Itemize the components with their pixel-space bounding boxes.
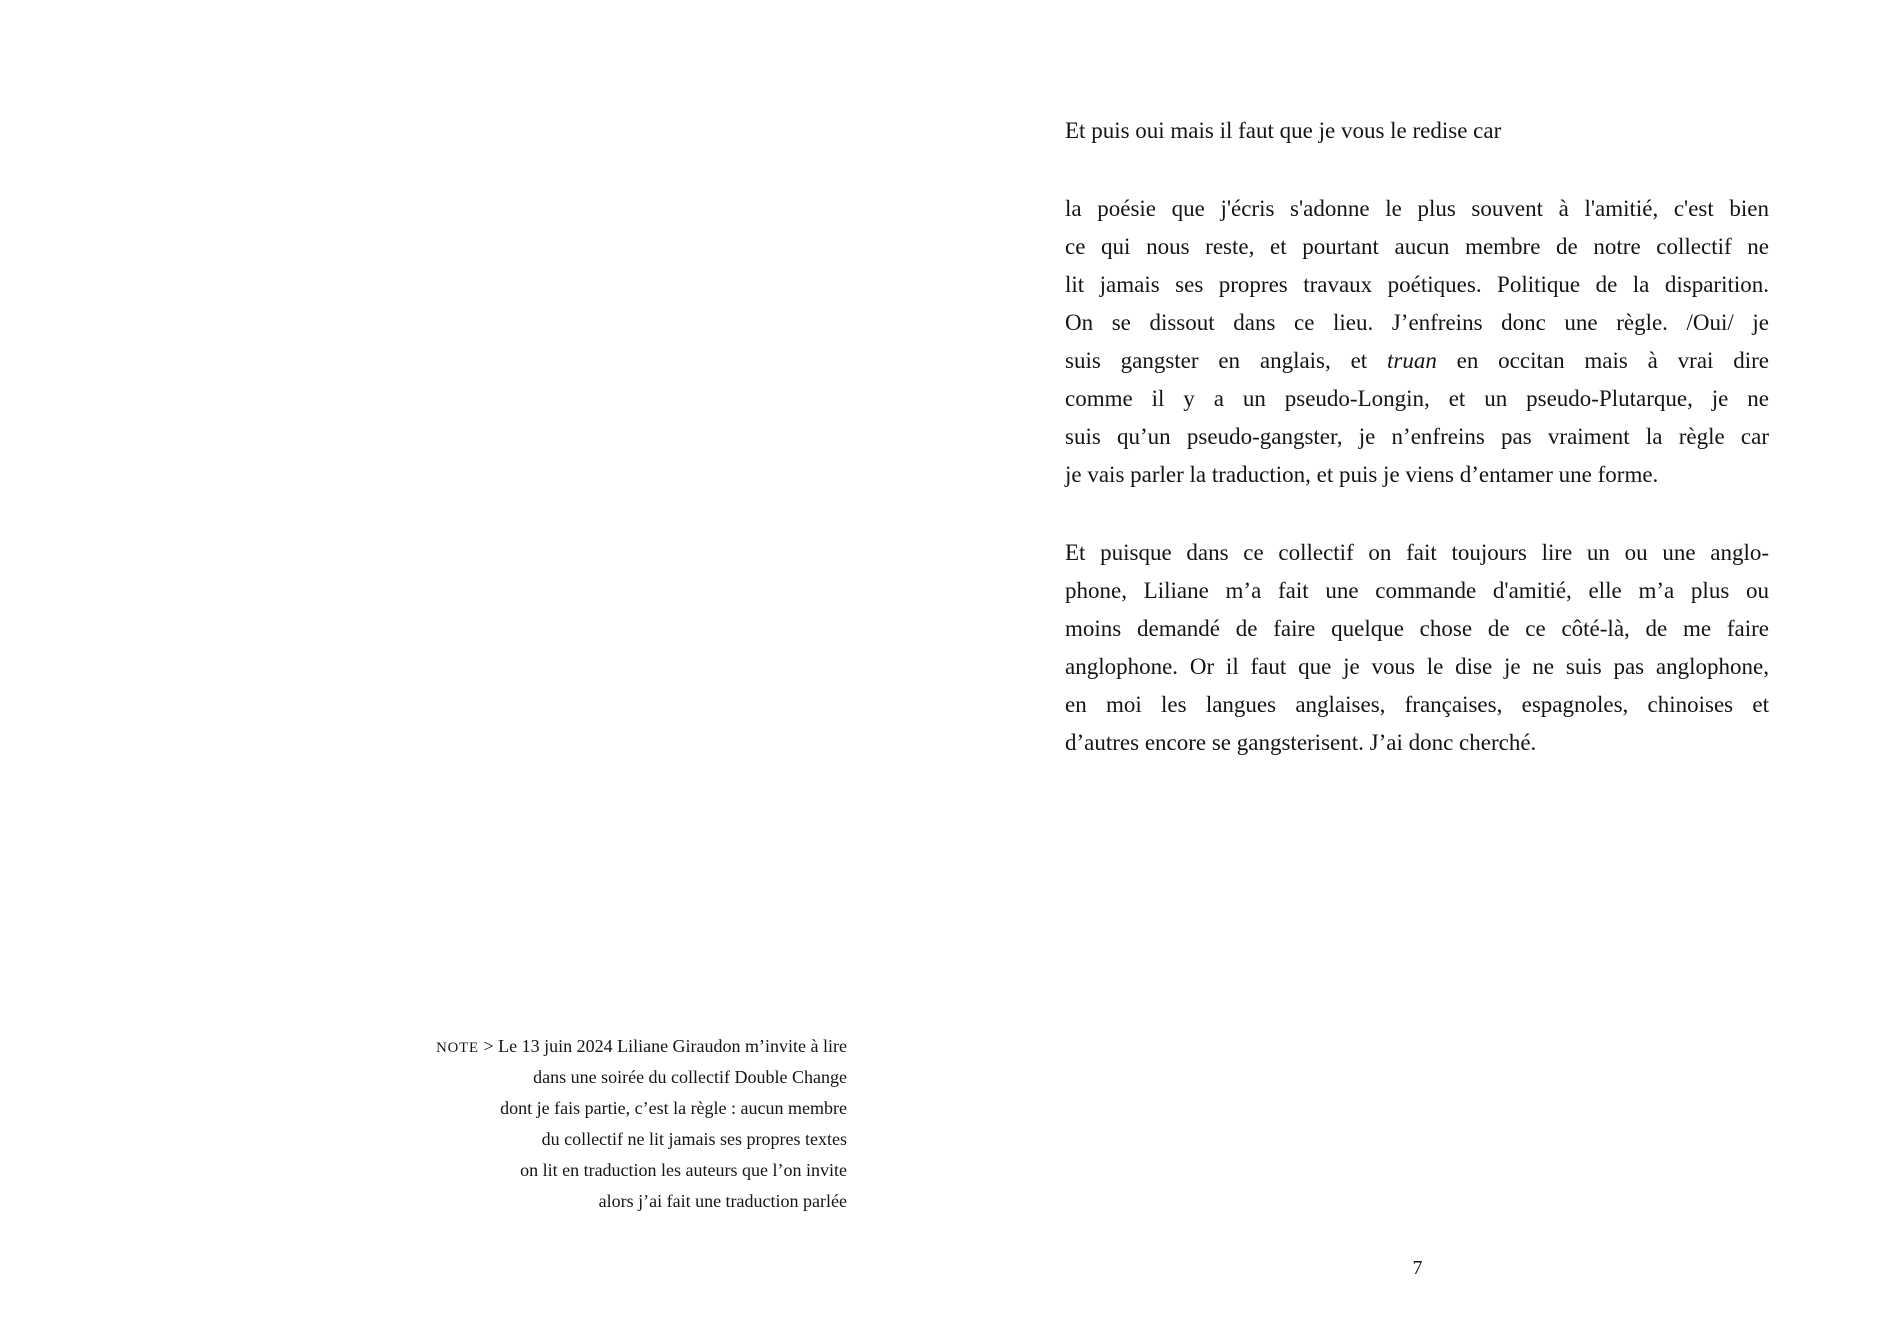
page-number: 7 (1412, 1257, 1423, 1279)
note-line-text: > Le 13 juin 2024 Liliane Giraudon m’invite à lire (478, 1036, 847, 1056)
note-block (300, 1031, 847, 1217)
body-line: la poésie que j'écris s'adonne le plus souvent à l'amitié, c'est bien (1065, 196, 1769, 221)
body-line: moins demandé de faire quelque chose de ce côté-là, de me faire (1065, 616, 1769, 641)
body-line-segment: suis gangster en anglais, et (1065, 348, 1387, 373)
body-line-segment: en occitan mais à vrai dire (1436, 348, 1769, 373)
paragraph-3 (1065, 534, 1769, 762)
body-line: Et puisque dans ce collectif on fait toujours lire un ou une anglo- (1065, 540, 1769, 565)
note-label: NOTE (436, 1040, 479, 1056)
body-line: phone, Liliane m’a fait une commande d'amitié, elle m’a plus ou (1065, 578, 1769, 603)
body-line (1065, 342, 1769, 380)
body-line: lit jamais ses propres travaux poétiques. Politique de la disparition. (1065, 272, 1769, 297)
note-line: dans une soirée du collectif Double Change (533, 1067, 847, 1087)
paragraph-2 (1065, 190, 1769, 494)
italic-word: truan (1386, 348, 1437, 373)
body-line: d’autres encore se gangsterisent. J’ai donc cherché. (1065, 730, 1537, 755)
body-line: Et puis oui mais il faut que je vous le redise car (1065, 118, 1502, 143)
body-line: comme il y a un pseudo-Longin, et un pseudo-Plutarque, je ne (1065, 386, 1769, 411)
note-line (300, 1031, 847, 1062)
body-line: je vais parler la traduction, et puis je viens d’entamer une forme. (1065, 462, 1659, 487)
body-line: anglophone. Or il faut que je vous le dise je ne suis pas anglophone, (1065, 654, 1769, 679)
paragraph-1 (1065, 112, 1769, 150)
body-text (1065, 112, 1769, 802)
body-line: suis qu’un pseudo-gangster, je n’enfreins pas vraiment la règle car (1065, 424, 1769, 449)
body-line: On se dissout dans ce lieu. J’enfreins donc une règle. /Oui/ je (1065, 310, 1769, 335)
body-line: ce qui nous reste, et pourtant aucun membre de notre collectif ne (1065, 234, 1769, 259)
note-line: dont je fais partie, c’est la règle : aucun membre (500, 1098, 847, 1118)
note-line: on lit en traduction les auteurs que l’on invite (520, 1160, 847, 1180)
note-line: du collectif ne lit jamais ses propres textes (541, 1129, 847, 1149)
note-line: alors j’ai fait une traduction parlée (598, 1191, 847, 1211)
body-line: en moi les langues anglaises, françaises, espagnoles, chinoises et (1065, 692, 1769, 717)
